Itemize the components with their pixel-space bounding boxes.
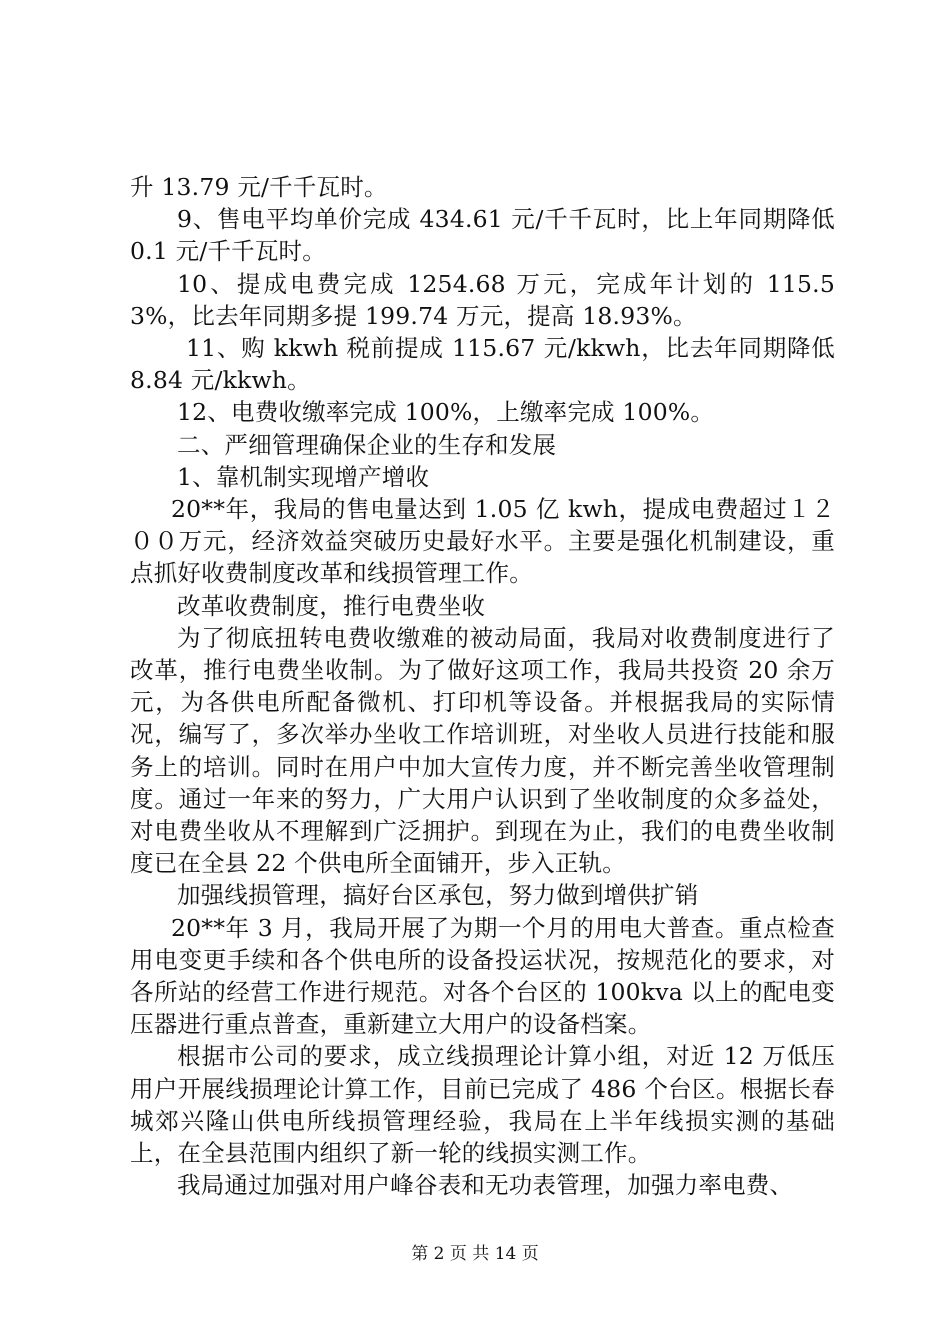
paragraph-3: 10、提成电费完成 1254.68 万元，完成年计划的 115.53%，比去年同期多提 199.74 万元，提高 18.93%。 bbox=[130, 269, 835, 330]
paragraph-2: 9、售电平均单价完成 434.61 元/千千瓦时，比上年同期降低 0.1 元/千千瓦时。 bbox=[130, 205, 843, 266]
paragraph-10: 我局通过加强对用户峰谷表和无功表管理，加强力率电费、 bbox=[177, 1171, 794, 1200]
paragraph-4: 11、购 kkwh 税前提成 115.67 元/kkwh，比去年同期降低 8.84 元/kkwh。 bbox=[130, 334, 843, 395]
paragraph-1: 升 13.79 元/千千瓦时。 bbox=[130, 173, 388, 201]
paragraph-6: 20**年，我局的售电量达到 1.05 亿 kwh，提成电费超过１２００万元，经济效益突破历史最好水平。主要是强化机制建设，重点抓好收费制度改革和线损管理工作。 bbox=[130, 495, 835, 588]
paragraph-7: 为了彻底扭转电费收缴难的被动局面，我局对收费制度进行了改革，推行电费坐收制。为了做好这项工作，我局共投资 20 余万元，为各供电所配备微机、打印机等设备。并根据我局的实际情况，编写了，多次举办坐收工作培训班，对坐收人员进行技能和服务上的培训。同时在用户中加大宣传力度，并不断完善坐收管理制度。通过一年来的努力，广大用户认识到了坐收制度的众多益处，对电费坐收从不理解到广泛拥护。到现在为止，我们的电费坐收制度已在全县 22 个供电所全面铺开，步入正轨。 bbox=[130, 623, 835, 878]
subheading-1: 1、靠机制实现增产增收 bbox=[177, 462, 430, 491]
document-body bbox=[130, 171, 843, 1202]
subheading-billing-reform: 改革收费制度，推行电费坐收 bbox=[177, 591, 486, 620]
paragraph-8: 20**年 3 月，我局开展了为期一个月的用电大普查。重点检查用电变更手续和各个供电所的设备投运状况，按规范化的要求，对各所站的经营工作进行规范。对各个台区的 100kva 以上的配电变压器进行重点普查，重新建立大用户的设备档案。 bbox=[130, 913, 835, 1039]
subheading-line-loss: 加强线损管理，搞好台区承包，努力做到增供扩销 bbox=[177, 881, 699, 910]
paragraph-5: 12、电费收缴率完成 100%，上缴率完成 100%。 bbox=[177, 398, 715, 427]
page-footer: 第 2 页 共 14 页 bbox=[411, 1244, 539, 1264]
paragraph-9: 根据市公司的要求，成立线损理论计算小组，对近 12 万低压用户开展线损理论计算工作，目前已完成了 486 个台区。根据长春城郊兴隆山供电所线损管理经验，我局在上半年线损实测的基础上，在全县范围内组织了新一轮的线损实测工作。 bbox=[130, 1042, 835, 1168]
section-heading-2: 二、严细管理确保企业的生存和发展 bbox=[177, 430, 557, 459]
